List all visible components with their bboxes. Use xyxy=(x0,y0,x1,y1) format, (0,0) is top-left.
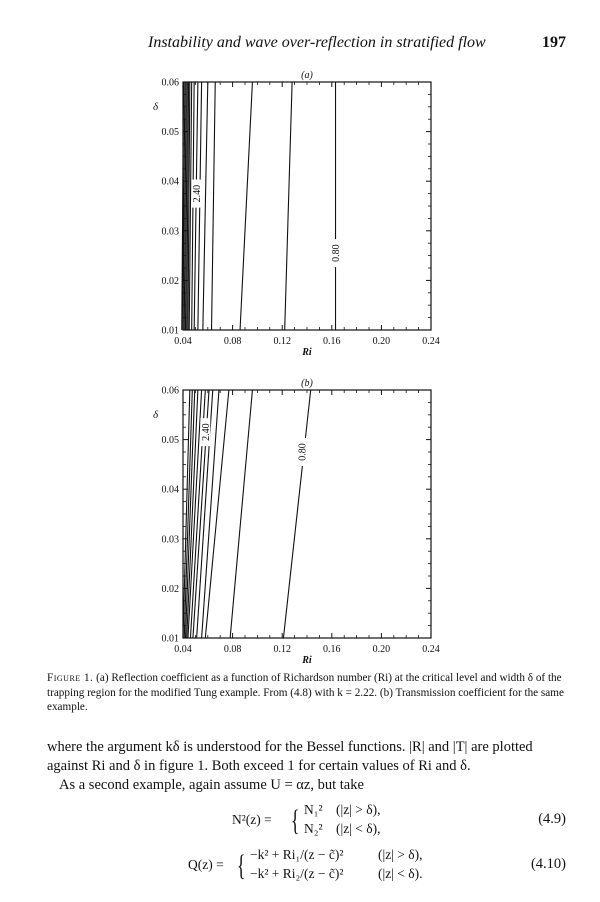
panel-label: (b) xyxy=(301,378,313,389)
contour-line xyxy=(212,82,216,330)
eq10-case2-cond: (|z| < δ). xyxy=(378,866,423,881)
panel-b xyxy=(153,378,440,665)
y-tick-label: 0.06 xyxy=(161,77,179,89)
x-tick-label: 0.04 xyxy=(174,644,192,655)
equation-number-4-9: (4.9) xyxy=(538,811,566,827)
x-tick-label: 0.24 xyxy=(422,336,440,347)
contour-label: 2.40 xyxy=(192,184,204,203)
x-tick-label: 0.12 xyxy=(273,336,291,347)
y-tick-label: 0.01 xyxy=(161,633,179,645)
contour-label: 2.40 xyxy=(200,423,212,441)
running-header xyxy=(0,34,600,56)
x-tick-label: 0.08 xyxy=(223,644,242,655)
eq9-case2-value: N₂² xyxy=(304,821,323,836)
contour-line xyxy=(230,390,252,638)
x-tick-label: 0.24 xyxy=(422,644,440,655)
eq9-case1-value: N₁² xyxy=(304,802,323,817)
eq9-case1-cond: (|z| > δ), xyxy=(336,802,381,817)
y-tick-label: 0.06 xyxy=(161,385,179,397)
figure-caption xyxy=(47,671,567,715)
x-tick-label: 0.08 xyxy=(223,336,242,347)
body-paragraph-2: As a second example, again assume U = αz, but take xyxy=(59,777,364,793)
y-tick-label: 0.02 xyxy=(161,275,179,287)
x-tick-label: 0.20 xyxy=(372,336,391,347)
y-tick-label: 0.04 xyxy=(161,484,179,496)
running-title: Instability and wave over-reflection in stratified flow xyxy=(148,34,486,51)
equation-number-4-10: (4.10) xyxy=(530,856,566,872)
x-tick-label: 0.16 xyxy=(323,644,341,655)
x-tick-label: 0.12 xyxy=(273,644,291,655)
panel-label: (a) xyxy=(301,70,313,81)
eq10-brace: { xyxy=(236,849,246,882)
x-tick-label: 0.20 xyxy=(372,644,391,655)
panel-a xyxy=(153,70,440,358)
y-axis-label: δ xyxy=(153,409,159,421)
eq10-case2-value: −k² + Ri₂/(z − c̃)² xyxy=(250,866,344,881)
plot-frame xyxy=(183,82,431,330)
eq9-lhs: N²(z) = xyxy=(232,812,272,827)
body-paragraph-1: where the argument kδ is understood for the Bessel functions. |R| and |T| are plotted against Ri and δ in figure 1. Both exceed 1 for certain values of Ri and δ. xyxy=(47,739,533,774)
eq10-case1-value: −k² + Ri₁/(z − c̃)² xyxy=(250,847,344,862)
eq9-brace: { xyxy=(290,804,300,837)
x-axis-label: Ri xyxy=(302,655,312,665)
y-axis-label: δ xyxy=(153,101,159,113)
y-tick-label: 0.02 xyxy=(161,583,179,595)
caption-text: (a) Reflection coefficient as a function of Richardson number (Ri) at the critical level and width δ of the trapping region for the modified Tung example. From (4.8) with k = 2.22. (b) Transmission coefficient for the same example. xyxy=(47,672,564,713)
y-tick-label: 0.04 xyxy=(161,176,179,188)
contour-line xyxy=(283,390,310,638)
eq10-case1-cond: (|z| > δ), xyxy=(378,847,423,862)
x-tick-label: 0.16 xyxy=(323,336,341,347)
y-tick-label: 0.03 xyxy=(161,226,179,238)
figure-1 xyxy=(0,60,600,665)
caption-label: Figure 1. xyxy=(47,672,94,684)
x-axis-label: Ri xyxy=(302,347,312,358)
eq10-lhs: Q(z) = xyxy=(188,857,224,872)
y-tick-label: 0.05 xyxy=(161,127,179,139)
x-tick-label: 0.04 xyxy=(174,336,192,347)
eq9-case2-cond: (|z| < δ), xyxy=(336,821,381,836)
contour-line xyxy=(203,82,208,330)
contour-line xyxy=(240,82,252,330)
y-tick-label: 0.03 xyxy=(161,534,179,546)
contour-label: 0.80 xyxy=(331,244,343,262)
contour-label: 0.80 xyxy=(297,443,309,461)
contour-line xyxy=(285,82,292,330)
page-number: 197 xyxy=(542,34,566,51)
y-tick-label: 0.05 xyxy=(161,435,179,447)
y-tick-label: 0.01 xyxy=(161,325,179,337)
